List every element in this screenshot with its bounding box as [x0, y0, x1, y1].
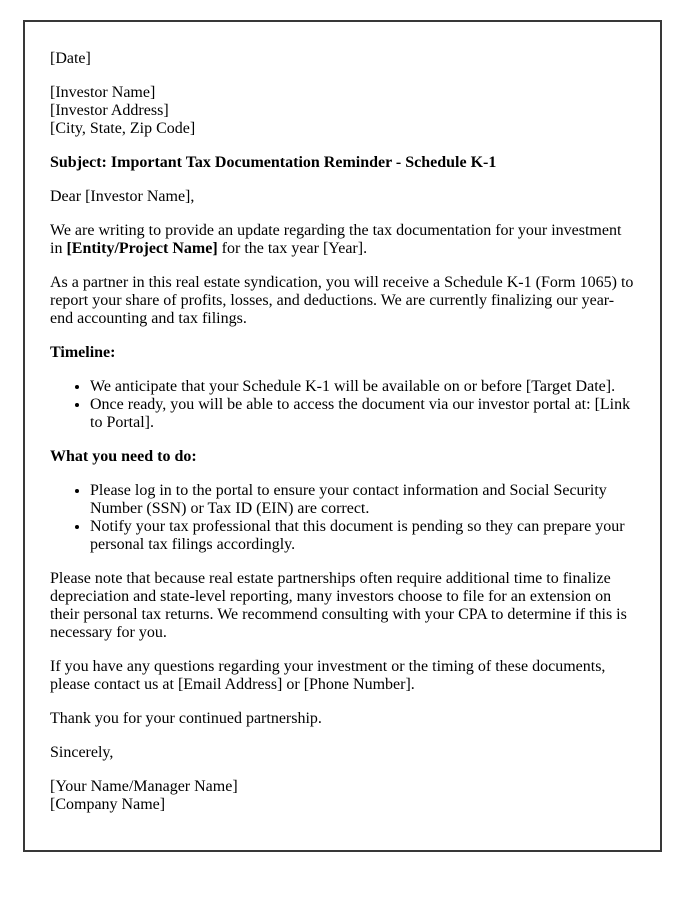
bullet-item: • Notify your tax professional that this document is pending so they can prepare your personal tax filings accordingly. — [90, 518, 635, 554]
date-line: [Date] — [50, 50, 91, 67]
recipient-name: [Investor Name] — [50, 84, 156, 101]
subject-line: Subject: Important Tax Documentation Reminder - Schedule K-1 — [50, 154, 497, 171]
timeline-heading: Timeline: — [50, 344, 116, 361]
signature-company: [Company Name] — [50, 796, 166, 813]
paragraph-intro-tail: for the tax year [Year]. — [217, 240, 368, 257]
salutation: Dear [Investor Name], — [50, 188, 195, 205]
bullet-item: • Once ready, you will be able to access the document via our investor portal at: [Link to Portal]. — [90, 396, 635, 432]
recipient-city-state-zip: [City, State, Zip Code] — [50, 120, 196, 137]
closing: Sincerely, — [50, 744, 114, 761]
bullet-item: • Please log in to the portal to ensure your contact information and Social Security Number (SSN) or Tax ID (EIN) are correct. — [90, 482, 635, 518]
paragraph-intro — [50, 222, 635, 258]
letter-document — [23, 20, 662, 852]
paragraph-questions: If you have any questions regarding your investment or the timing of these documents, please contact us at [Email Address] or [Phone Number]. — [50, 658, 606, 693]
paragraph-extension: Please note that because real estate partnerships often require additional time to finalize depreciation and state-level reporting, many investors choose to file for an extension on their personal tax returns. We recommend consulting with your CPA to determine if this is necessary for you. — [50, 570, 627, 641]
todo-bullet-list — [50, 482, 635, 554]
paragraph-intro-text: We are writing to provide an update regarding the tax documentation for your investment in — [50, 222, 622, 257]
signature-block — [50, 778, 635, 814]
paragraph-partner: As a partner in this real estate syndication, you will receive a Schedule K-1 (Form 1065) to report your share of profits, losses, and deductions. We are currently finalizing our year-end accounting and tax filings. — [50, 274, 634, 327]
entity-project-name-placeholder: [Entity/Project Name] — [66, 240, 218, 257]
letter-clip-region — [23, 20, 662, 813]
paragraph-thanks: Thank you for your continued partnership. — [50, 710, 322, 727]
recipient-address: [Investor Address] — [50, 102, 169, 119]
recipient-block — [50, 84, 635, 138]
signature-name: [Your Name/Manager Name] — [50, 778, 238, 795]
timeline-bullet-list — [50, 378, 635, 432]
bullet-item: • We anticipate that your Schedule K-1 will be available on or before [Target Date]. — [90, 378, 635, 396]
todo-heading: What you need to do: — [50, 448, 197, 465]
